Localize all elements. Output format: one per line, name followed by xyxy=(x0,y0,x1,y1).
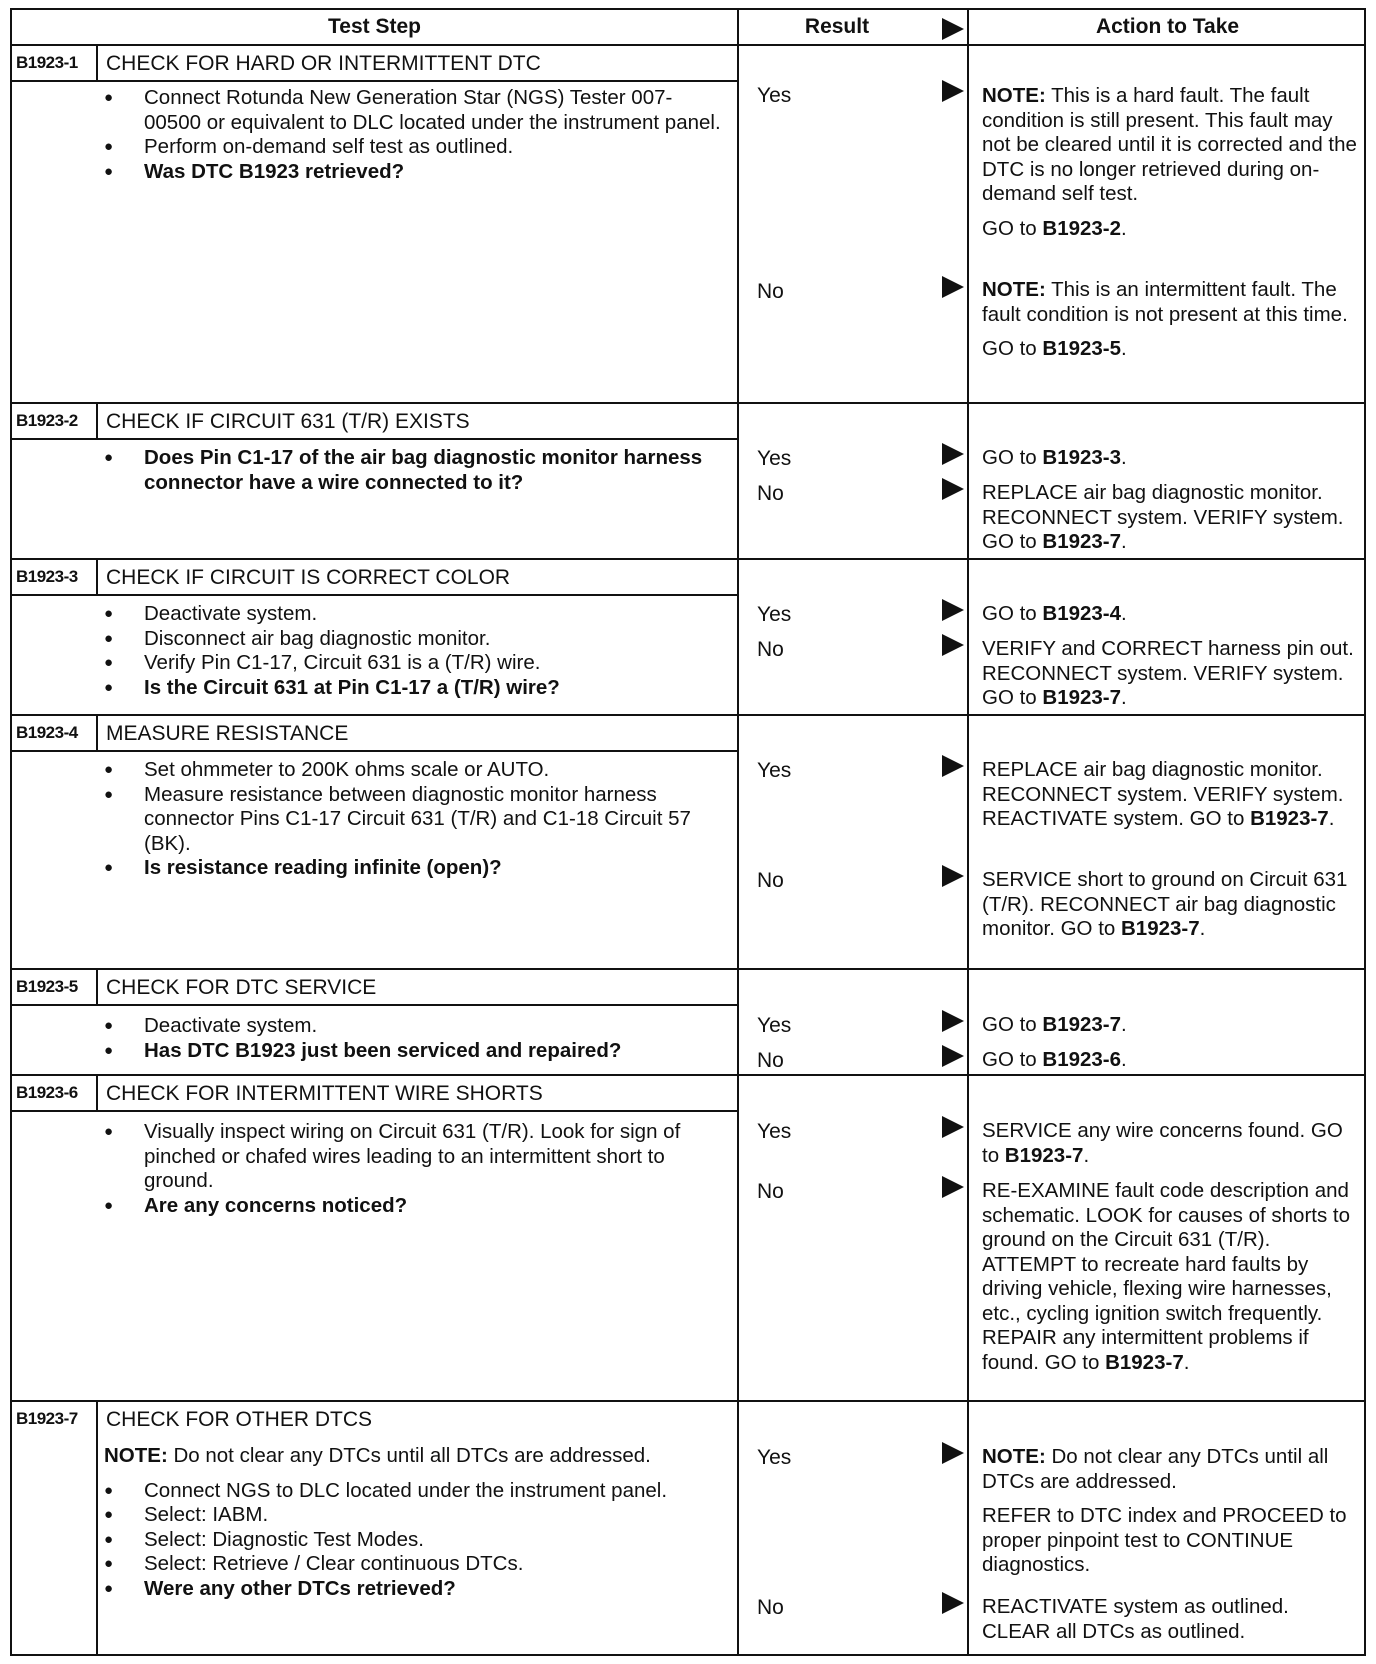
step-title: CHECK FOR HARD OR INTERMITTENT DTC xyxy=(106,52,541,75)
action-no: RE-EXAMINE fault code description and schematic. LOOK for causes of shorts to ground on the Circuit 631 (T/R). ATTEMPT to recreate hard faults by driving vehicle, flexing wire harnesses, etc., cycling ignition switch frequently. REPAIR any intermittent problems if found. GO to B1923-7. xyxy=(982,1179,1351,1374)
action-yes: GO to B1923-7. xyxy=(982,1013,1127,1036)
step-id: B1923-5 xyxy=(16,977,78,996)
action-yes: REPLACE air bag diagnostic monitor. RECONNECT system. VERIFY system. REACTIVATE system. GO to B1923-7. xyxy=(982,758,1344,830)
arrow-icon xyxy=(942,1116,964,1138)
result-no: No xyxy=(757,1049,784,1072)
step-question: ● Are any concerns noticed? xyxy=(104,1194,724,1219)
action-yes: GO to B1923-4. xyxy=(982,602,1127,625)
step-id: B1923-6 xyxy=(16,1083,78,1102)
step-question: ● Is resistance reading infinite (open)? xyxy=(104,856,724,881)
step-item: ● Verify Pin C1-17, Circuit 631 is a (T/R) wire. xyxy=(104,651,724,676)
arrow-icon xyxy=(942,478,964,500)
action-no: GO to B1923-6. xyxy=(982,1048,1127,1071)
arrow-icon xyxy=(942,1010,964,1032)
step-item: ● Perform on-demand self test as outlined. xyxy=(104,135,724,160)
step-title: CHECK FOR INTERMITTENT WIRE SHORTS xyxy=(106,1082,543,1105)
result-yes: Yes xyxy=(757,84,792,107)
header-divider xyxy=(12,44,1364,46)
arrow-icon xyxy=(942,634,964,656)
step-item: ● Connect NGS to DLC located under the instrument panel. xyxy=(104,1479,724,1504)
arrow-icon xyxy=(942,1176,964,1198)
step-note: NOTE: Do not clear any DTCs until all DTCs are addressed. xyxy=(104,1444,651,1467)
step-id: B1923-7 xyxy=(16,1409,78,1428)
result-yes: Yes xyxy=(757,1014,792,1037)
step-instructions xyxy=(104,758,724,881)
step-question: ● Is the Circuit 631 at Pin C1-17 a (T/R) wire? xyxy=(104,676,724,701)
arrow-icon xyxy=(942,443,964,465)
action-no: REACTIVATE system as outlined. CLEAR all DTCs as outlined. xyxy=(982,1595,1289,1643)
step-instructions xyxy=(104,446,724,495)
result-yes: Yes xyxy=(757,759,792,782)
step-instructions xyxy=(104,1014,724,1063)
arrow-icon xyxy=(942,1592,964,1614)
step-item: ● Select: IABM. xyxy=(104,1503,724,1528)
step-item: ● Deactivate system. xyxy=(104,602,724,627)
step-item: ● Disconnect air bag diagnostic monitor. xyxy=(104,627,724,652)
step-item: ● Measure resistance between diagnostic monitor harness connector Pins C1-17 Circuit 631 (T/R) and C1-18 Circuit 57 (BK). xyxy=(104,783,724,857)
header-action: Action to Take xyxy=(1095,15,1240,38)
step-title: CHECK FOR DTC SERVICE xyxy=(106,976,377,999)
arrow-icon xyxy=(942,1442,964,1464)
arrow-icon xyxy=(942,755,964,777)
result-no: No xyxy=(757,638,784,661)
step-question: ● Has DTC B1923 just been serviced and repaired? xyxy=(104,1039,724,1064)
result-no: No xyxy=(757,1596,784,1619)
step-item: ● Set ohmmeter to 200K ohms scale or AUTO. xyxy=(104,758,724,783)
arrow-icon xyxy=(942,865,964,887)
step-id: B1923-4 xyxy=(16,723,78,742)
step-question: ● Does Pin C1-17 of the air bag diagnostic monitor harness connector have a wire connected to it? xyxy=(104,446,724,495)
arrow-icon xyxy=(942,599,964,621)
action-yes: NOTE: Do not clear any DTCs until all DTCs are addressed. REFER to DTC index and PROCEED to proper pinpoint test to CONTINUE diagnostics. xyxy=(982,1445,1347,1576)
step-id: B1923-1 xyxy=(16,53,78,72)
result-no: No xyxy=(757,1180,784,1203)
header-result: Result xyxy=(804,15,870,38)
action-no: VERIFY and CORRECT harness pin out. RECONNECT system. VERIFY system. GO to B1923-7. xyxy=(982,637,1354,709)
action-yes: NOTE: This is a hard fault. The fault condition is still present. This fault may not be cleared until it is corrected and the DTC is no longer retrieved during on-demand self test. GO to B1923-2. xyxy=(982,84,1357,240)
step-title: CHECK FOR OTHER DTCS xyxy=(106,1408,373,1431)
action-yes: SERVICE any wire concerns found. GO to B1923-7. xyxy=(982,1119,1343,1167)
result-yes: Yes xyxy=(757,447,792,470)
arrow-icon xyxy=(942,276,964,298)
step-item: ● Deactivate system. xyxy=(104,1014,724,1039)
step-instructions xyxy=(104,602,724,700)
result-no: No xyxy=(757,869,784,892)
arrow-icon xyxy=(942,80,964,102)
result-no: No xyxy=(757,482,784,505)
result-yes: Yes xyxy=(757,1120,792,1143)
step-item: ● Visually inspect wiring on Circuit 631 (T/R). Look for sign of pinched or chafed wires leading to an intermittent short to ground. xyxy=(104,1120,724,1194)
arrow-icon xyxy=(942,18,964,40)
action-no: NOTE: This is an intermittent fault. The fault condition is not present at this time. GO to B1923-5. xyxy=(982,278,1348,360)
step-item: ● Select: Diagnostic Test Modes. xyxy=(104,1528,724,1553)
result-yes: Yes xyxy=(757,1446,792,1469)
step-id: B1923-3 xyxy=(16,567,78,586)
step-id: B1923-2 xyxy=(16,411,78,430)
arrow-icon xyxy=(942,1045,964,1067)
step-item: ● Select: Retrieve / Clear continuous DTCs. xyxy=(104,1552,724,1577)
diagnostic-table xyxy=(10,8,1366,1656)
step-question: ● Were any other DTCs retrieved? xyxy=(104,1577,724,1602)
column-divider xyxy=(967,10,969,1654)
step-instructions xyxy=(104,86,724,184)
result-no: No xyxy=(757,280,784,303)
step-title: MEASURE RESISTANCE xyxy=(106,722,349,745)
result-yes: Yes xyxy=(757,603,792,626)
step-item: ● Connect Rotunda New Generation Star (NGS) Tester 007-00500 or equivalent to DLC located under the instrument panel. xyxy=(104,86,724,135)
action-yes: GO to B1923-3. xyxy=(982,446,1127,469)
step-question: ● Was DTC B1923 retrieved? xyxy=(104,160,724,185)
action-no: REPLACE air bag diagnostic monitor. RECONNECT system. VERIFY system. GO to B1923-7. xyxy=(982,481,1344,553)
step-instructions xyxy=(104,1120,724,1218)
action-no: SERVICE short to ground on Circuit 631 (T/R). RECONNECT air bag diagnostic monitor. GO to B1923-7. xyxy=(982,868,1348,940)
header-test-step: Test Step xyxy=(328,15,421,38)
step-title: CHECK IF CIRCUIT 631 (T/R) EXISTS xyxy=(106,410,470,433)
step-instructions xyxy=(104,1444,724,1601)
step-title: CHECK IF CIRCUIT IS CORRECT COLOR xyxy=(106,566,511,589)
column-divider xyxy=(737,10,739,1654)
